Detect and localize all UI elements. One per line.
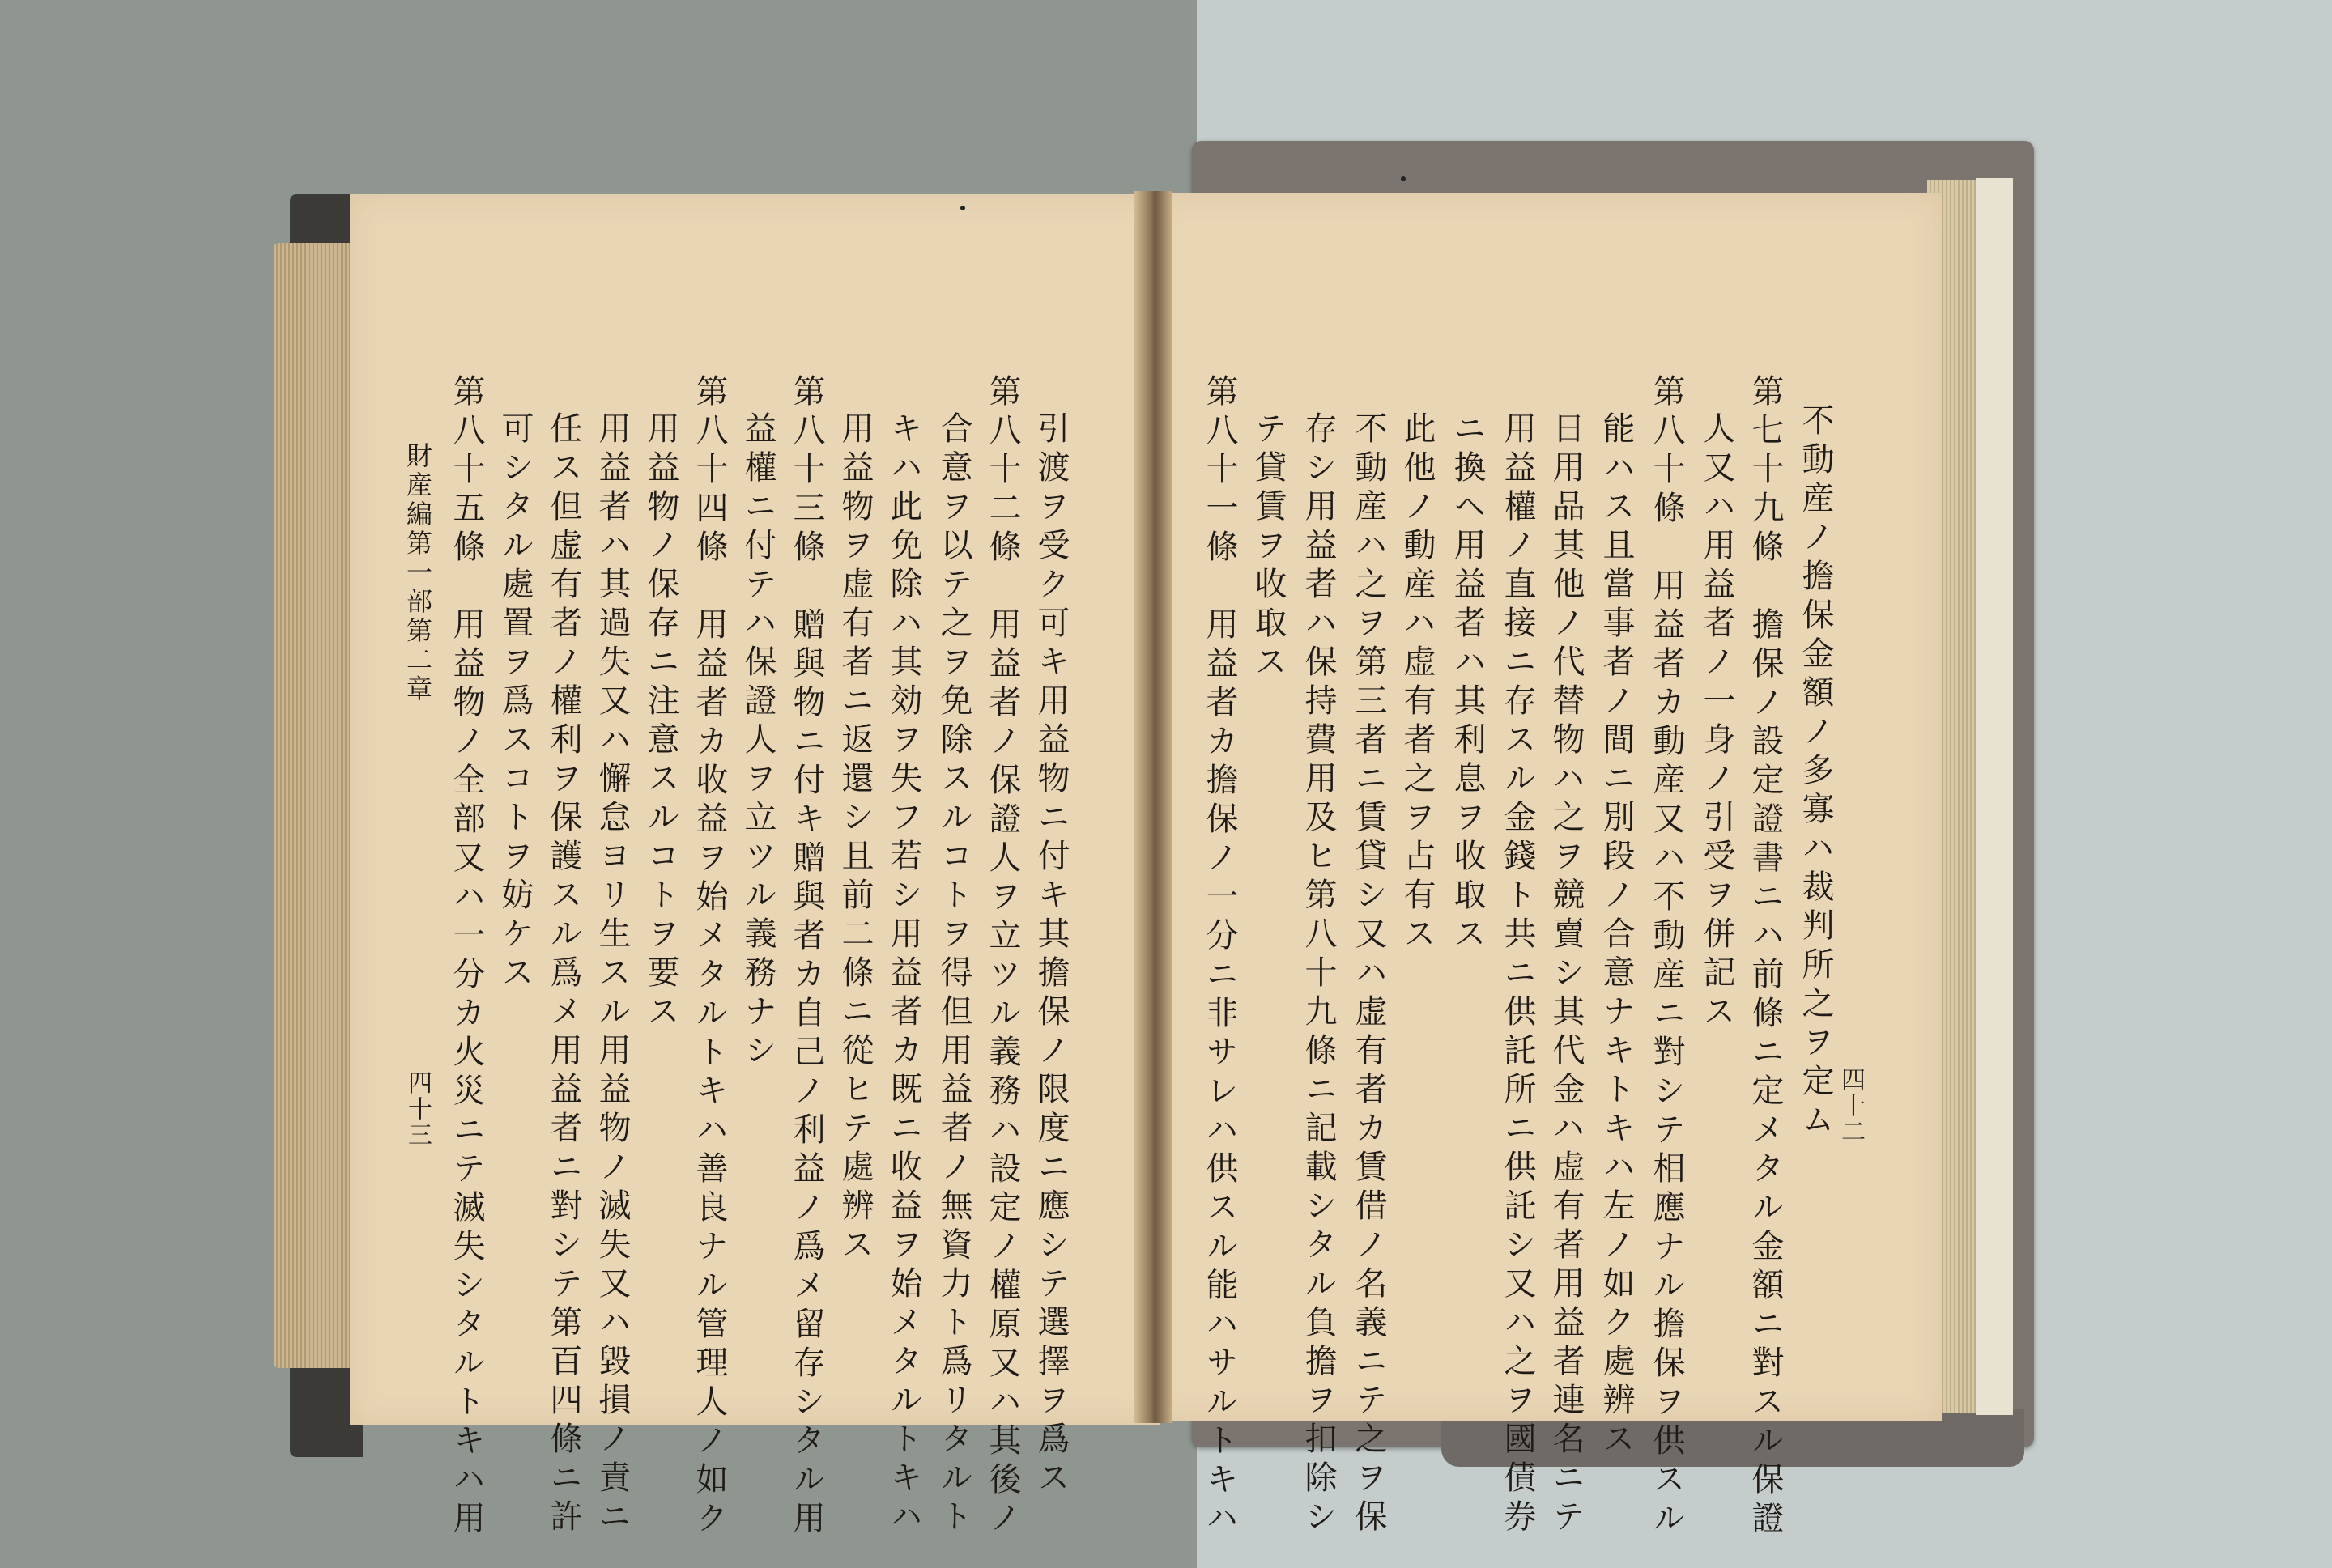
text-line: 用益物ヲ虚有者ニ返還シ且前二條ニ從ヒテ處辨ス (836, 411, 874, 1266)
text-line: 用益權ノ直接ニ存スル金錢ト共ニ供託所ニ供託シ又ハ之ヲ國債券 (1499, 411, 1536, 1538)
text-line: 第八十二條 用益者ノ保證人ヲ立ツル義務ハ設定ノ權原又ハ其後ノ (984, 374, 1021, 1540)
text-line: 第八十條 用益者カ動産又ハ不動産ニ對シテ相應ナル擔保ヲ供スル (1648, 374, 1685, 1540)
text-line: 不動産ハ之ヲ第三者ニ賃貸シ又ハ虚有者カ賃借ノ名義ニテ之ヲ保 (1350, 411, 1387, 1538)
print-mark-dot (960, 206, 965, 210)
text-line: 第八十一條 用益者カ擔保ノ一分ニ非サレハ供スル能ハサルトキハ (1201, 374, 1238, 1540)
text-line: 人又ハ用益者ノ一身ノ引受ヲ併記ス (1698, 411, 1735, 1033)
text-line: 可シタル處置ヲ爲スコトヲ妨ケス (496, 411, 534, 994)
text-line: 用益物ノ保存ニ注意スルコトヲ要ス (642, 411, 679, 1033)
text-line: 存シ用益者ハ保持費用及ヒ第八十九條ニ記載シタル負擔ヲ扣除シ (1300, 411, 1337, 1538)
text-line: 此他ノ動産ハ虚有者之ヲ占有ス (1398, 411, 1436, 955)
text-line: 能ハス且當事者ノ間ニ別段ノ合意ナキトキハ左ノ如ク處辨ス (1598, 411, 1635, 1460)
text-line: ニ換ヘ用益者ハ其利息ヲ收取ス (1449, 411, 1486, 955)
endpaper-right (1976, 178, 2013, 1415)
text-line: 第七十九條 擔保ノ設定證書ニハ前條ニ定メタル金額ニ對スル保證 (1747, 374, 1784, 1540)
text-line: 益權ニ付テハ保證人ヲ立ツル義務ナシ (739, 411, 777, 1072)
text-line: 第八十五條 用益物ノ全部又ハ一分カ火災ニテ滅失シタルトキハ用 (448, 374, 485, 1540)
text-line: 引渡ヲ受ク可キ用益物ニ付キ其擔保ノ限度ニ應シテ選擇ヲ爲ス (1032, 411, 1070, 1499)
print-mark-dot (1401, 176, 1406, 181)
page-number-left: 四十三 (403, 1070, 432, 1148)
running-head: 財産編第一部第二章 (402, 442, 433, 704)
text-line: 用益者ハ其過失又ハ懈怠ヨリ生スル用益物ノ滅失又ハ毀損ノ責ニ (594, 411, 631, 1538)
page-number-right: 四十二 (1836, 1067, 1865, 1145)
text-line: 合意ヲ以テ之ヲ免除スルコトヲ得但用益者ノ無資力ト爲リタルト (935, 411, 972, 1538)
text-line: テ貸賃ヲ收取ス (1249, 411, 1287, 683)
text-line: キハ此免除ハ其効ヲ失フ若シ用益者カ既ニ收益ヲ始メタルトキハ (885, 411, 922, 1538)
text-line: 第八十四條 用益者カ收益ヲ始メタルトキハ善良ナル管理人ノ如ク (691, 374, 728, 1540)
book-gutter (1134, 191, 1172, 1423)
text-line: 任ス但虚有者ノ權利ヲ保護スル爲メ用益者ニ對シテ第百四條ニ許 (545, 411, 582, 1538)
text-line: 日用品其他ノ代替物ハ之ヲ競賣シ其代金ハ虚有者用益者連名ニテ (1547, 411, 1585, 1538)
text-line: 第八十三條 贈與物ニ付キ贈與者カ自己ノ利益ノ爲メ留存シタル用 (788, 374, 825, 1540)
text-line: 不動産ノ擔保金額ノ多寡ハ裁判所之ヲ定ム (1797, 403, 1834, 1141)
